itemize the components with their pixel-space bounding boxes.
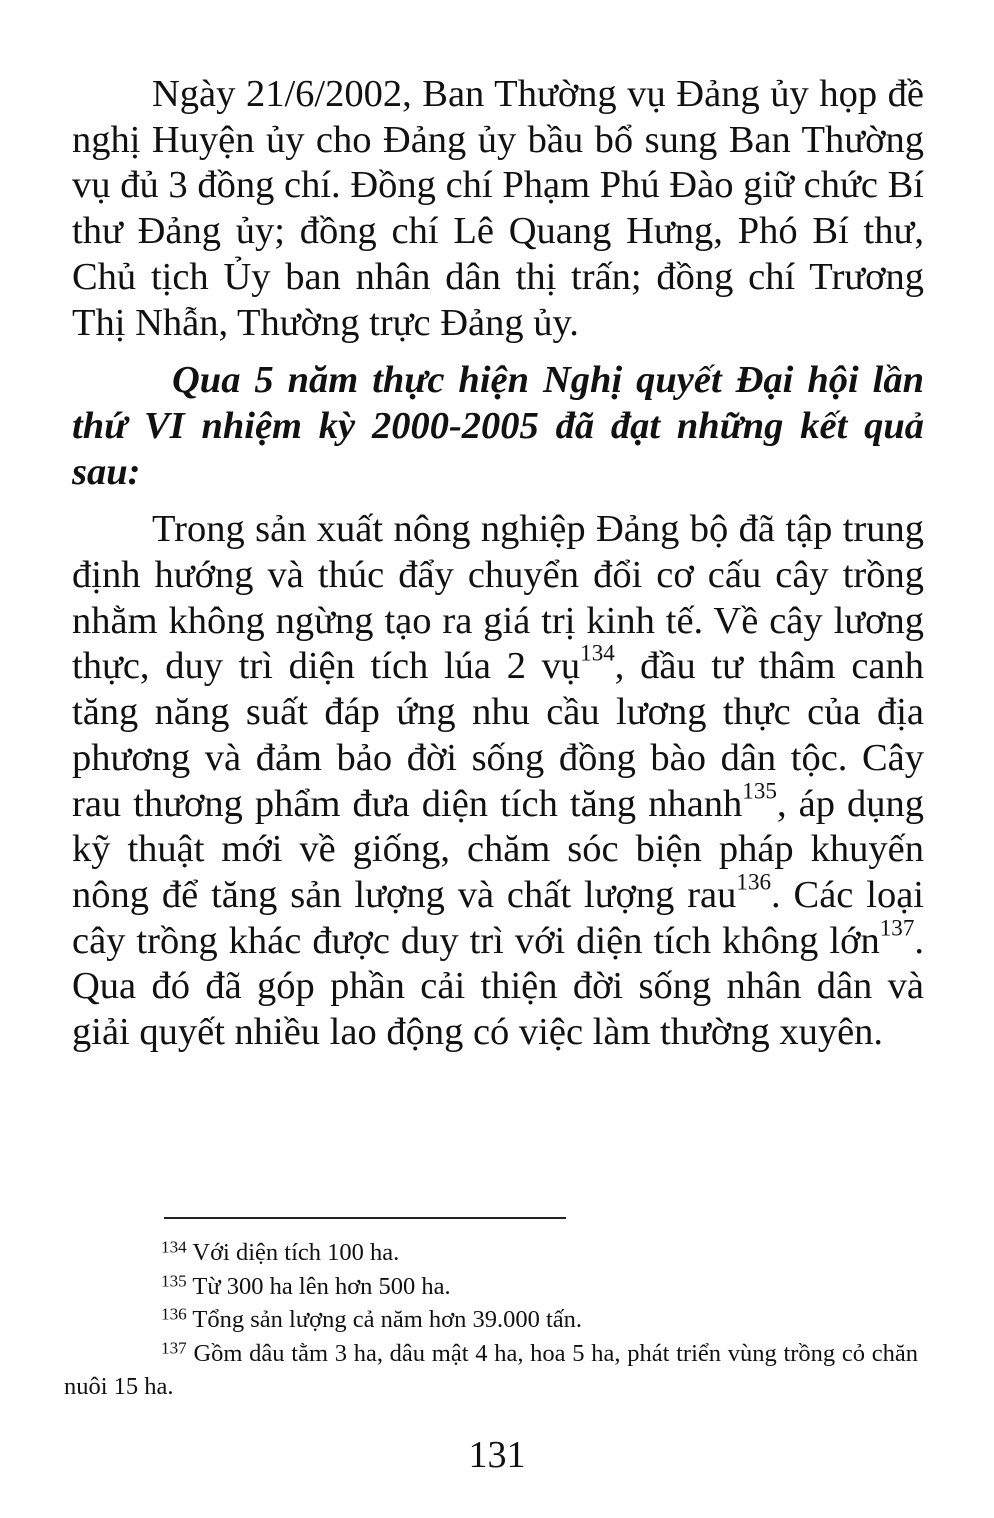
footnote-text: Từ 300 ha lên hơn 500 ha. [186,1272,451,1300]
footnote-text: Với diện tích 100 ha. [186,1239,400,1266]
paragraph-text-segment: . Các loại cây trồng khác được duy trì với diện tích không lớn [72,873,924,962]
paragraph-agriculture [72,507,924,1055]
footnote-text: Tổng sản lượng cả năm hơn 39.000 tấn. [186,1306,583,1333]
footnote-ref-134[interactable]: 134 [580,640,615,667]
footnote-134 [64,1236,918,1270]
footnote-number: 137 [161,1337,187,1357]
footnote-ref-136[interactable]: 136 [736,868,772,895]
footnotes [64,1236,918,1404]
paragraph-text-segment: . Qua đó đã góp phần cải thiện đời sống nhân dân và giải quyết nhiều lao động có việc làm thường xuyên. [72,919,924,1054]
footnote-136 [64,1303,918,1337]
footnote-ref-135[interactable]: 135 [742,777,777,804]
footnote-number: 135 [161,1270,187,1290]
footnote-divider [164,1217,566,1219]
paragraph-text-segment: Trong sản xuất nông nghiệp Đảng bộ đã tập trung định hướng và thúc đẩy chuyển đổi cơ cấu cây trồng nhằm không ngừng tạo ra giá trị kinh tế. Về cây lương thực, duy trì diện tích lúa 2 vụ [72,508,924,688]
paragraph-standing-committee: Ngày 21/6/2002, Ban Thường vụ Đảng ủy họp đề nghị Huyện ủy cho Đảng ủy bầu bổ sung Ban Thường vụ đủ 3 đồng chí. Đồng chí Phạm Phú Đào giữ chức Bí thư Đảng ủy; đồng chí Lê Quang Hưng, Phó Bí thư, Chủ tịch Ủy ban nhân dân thị trấn; đồng chí Trương Thị Nhẫn, Thường trực Đảng ủy. [72,73,924,344]
footnote-number: 136 [161,1304,187,1324]
paragraph-text-segment: , đầu tư thâm canh tăng năng suất đáp ứng nhu cầu lương thực của địa phương và đảm bảo đời sống đồng bào dân tộc. Cây rau thương phẩm đưa diện tích tăng nhanh [72,645,925,825]
footnote-ref-137[interactable]: 137 [879,914,915,941]
section-heading: Qua 5 năm thực hiện Nghị quyết Đại hội lần thứ VI nhiệm kỳ 2000-2005 đã đạt những kết quả sau: [72,359,924,493]
page-number: 131 [468,1434,526,1476]
footnote-137 [64,1337,918,1404]
page-body [72,72,924,1056]
footnote-text: Gồm dâu tằm 3 ha, dâu mật 4 ha, hoa 5 ha, phát triển vùng trồng cỏ chăn nuôi 15 ha. [64,1339,918,1400]
footnote-135 [64,1270,918,1304]
footnote-number: 134 [161,1237,187,1257]
paragraph-text-segment: , áp dụng kỹ thuật mới về giống, chăm sóc biện pháp khuyến nông để tăng sản lượng và chất lượng rau [72,782,924,916]
